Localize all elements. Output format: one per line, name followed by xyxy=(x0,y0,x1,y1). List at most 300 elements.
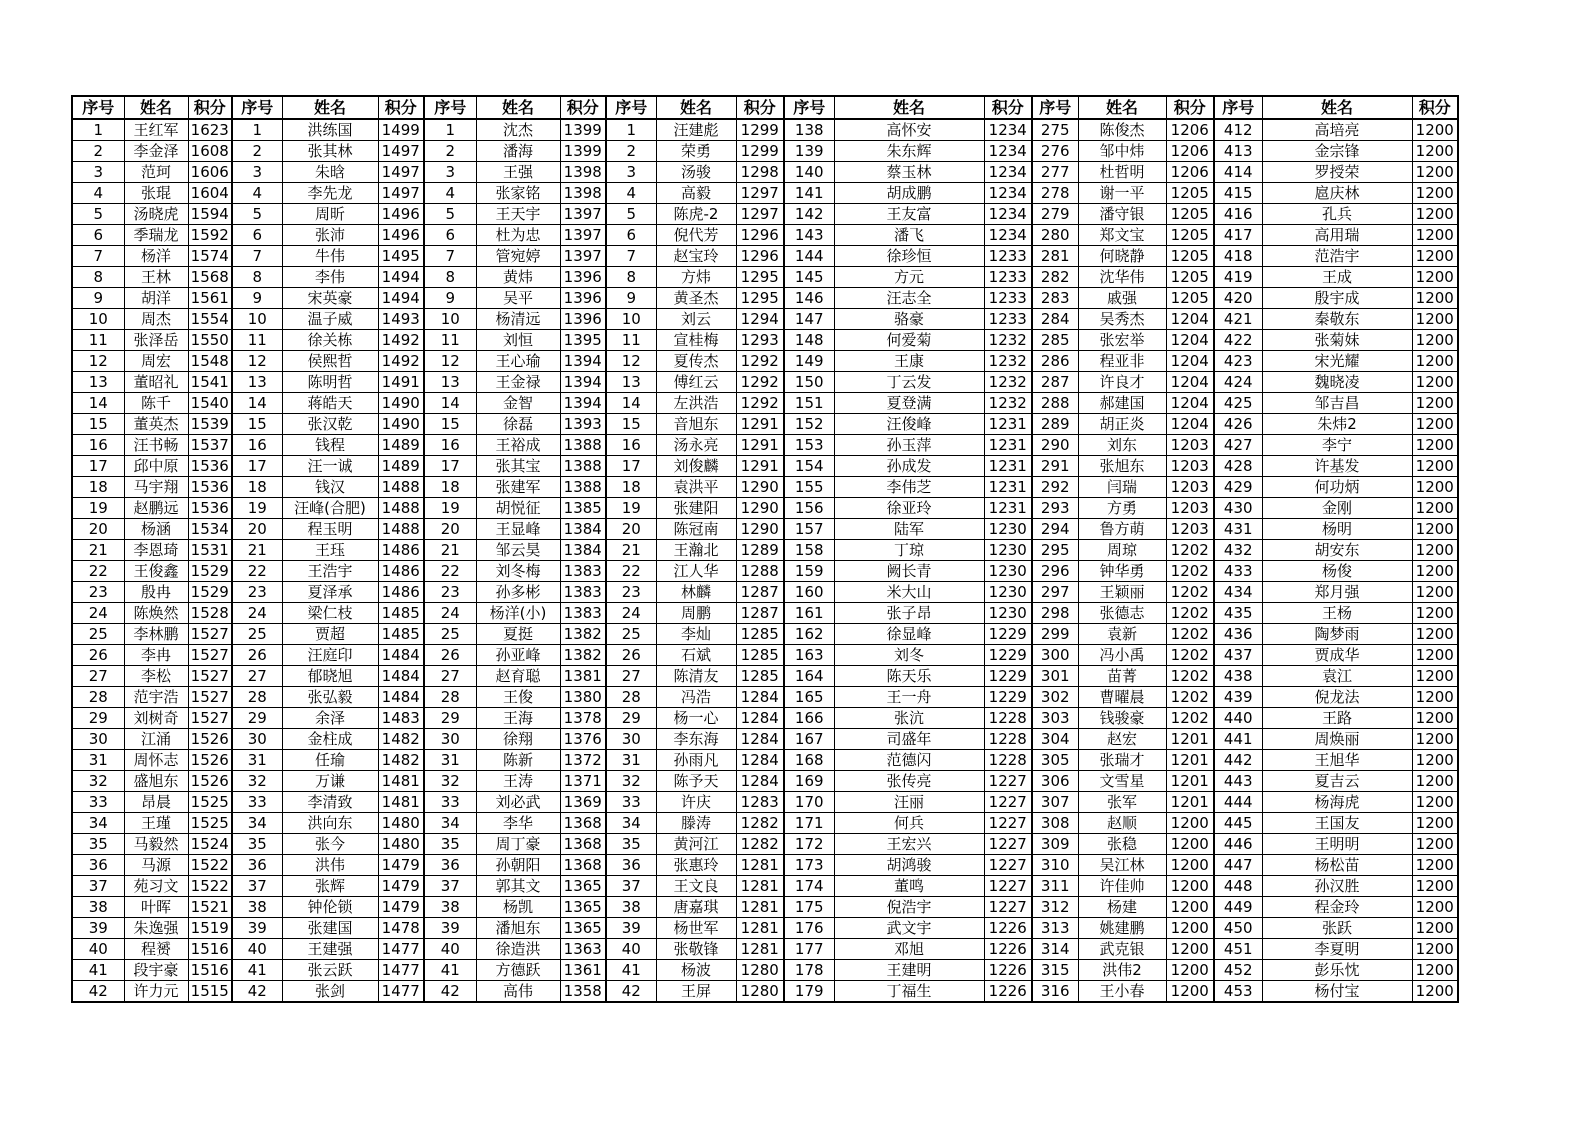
score-cell: 1376 xyxy=(560,729,606,750)
name-cell: 王海 xyxy=(476,708,560,729)
score-cell: 1230 xyxy=(984,540,1032,561)
score-cell: 1531 xyxy=(188,540,232,561)
name-cell: 杨俊 xyxy=(1262,561,1412,582)
rank-cell: 448 xyxy=(1214,876,1262,897)
rank-cell: 156 xyxy=(784,498,834,519)
rank-cell: 22 xyxy=(232,561,282,582)
score-cell: 1230 xyxy=(984,519,1032,540)
score-cell: 1394 xyxy=(560,372,606,393)
name-cell: 郝建国 xyxy=(1078,393,1166,414)
table-row xyxy=(72,729,1458,750)
header-rank-7: 序号 xyxy=(1214,96,1262,119)
name-cell: 张剑 xyxy=(282,981,378,1003)
name-cell: 徐珍恒 xyxy=(834,246,984,267)
rank-cell: 432 xyxy=(1214,540,1262,561)
score-cell: 1200 xyxy=(1166,960,1214,981)
name-cell: 范德闪 xyxy=(834,750,984,771)
rank-cell: 34 xyxy=(232,813,282,834)
table-row xyxy=(72,456,1458,477)
name-cell: 倪浩宇 xyxy=(834,897,984,918)
rank-cell: 22 xyxy=(424,561,476,582)
rank-cell: 8 xyxy=(606,267,656,288)
score-cell: 1200 xyxy=(1412,645,1458,666)
score-cell: 1200 xyxy=(1412,267,1458,288)
table-row xyxy=(72,288,1458,309)
name-cell: 丁福生 xyxy=(834,981,984,1003)
rank-cell: 296 xyxy=(1032,561,1078,582)
score-cell: 1200 xyxy=(1412,204,1458,225)
score-cell: 1200 xyxy=(1166,918,1214,939)
score-cell: 1288 xyxy=(736,561,784,582)
score-cell: 1227 xyxy=(984,897,1032,918)
score-cell: 1200 xyxy=(1412,498,1458,519)
score-cell: 1200 xyxy=(1412,119,1458,141)
score-cell: 1485 xyxy=(378,603,424,624)
score-cell: 1228 xyxy=(984,750,1032,771)
rank-cell: 166 xyxy=(784,708,834,729)
name-cell: 王珏 xyxy=(282,540,378,561)
score-cell: 1365 xyxy=(560,918,606,939)
name-cell: 高怀安 xyxy=(834,119,984,141)
table-row xyxy=(72,918,1458,939)
score-cell: 1200 xyxy=(1412,225,1458,246)
name-cell: 杨洋(小) xyxy=(476,603,560,624)
rank-cell: 18 xyxy=(424,477,476,498)
score-cell: 1233 xyxy=(984,309,1032,330)
rank-cell: 302 xyxy=(1032,687,1078,708)
rank-cell: 303 xyxy=(1032,708,1078,729)
score-cell: 1231 xyxy=(984,414,1032,435)
score-cell: 1486 xyxy=(378,561,424,582)
header-name-1: 姓名 xyxy=(124,96,188,119)
score-cell: 1228 xyxy=(984,729,1032,750)
score-cell: 1480 xyxy=(378,813,424,834)
name-cell: 李林鹏 xyxy=(124,624,188,645)
name-cell: 杨明 xyxy=(1262,519,1412,540)
rank-cell: 23 xyxy=(72,582,124,603)
score-cell: 1489 xyxy=(378,435,424,456)
rank-cell: 172 xyxy=(784,834,834,855)
score-cell: 1394 xyxy=(560,351,606,372)
name-cell: 金刚 xyxy=(1262,498,1412,519)
score-cell: 1200 xyxy=(1412,939,1458,960)
name-cell: 汤永亮 xyxy=(656,435,736,456)
score-cell: 1368 xyxy=(560,834,606,855)
header-name-6: 姓名 xyxy=(1078,96,1166,119)
name-cell: 董鸣 xyxy=(834,876,984,897)
name-cell: 武克银 xyxy=(1078,939,1166,960)
name-cell: 宋光耀 xyxy=(1262,351,1412,372)
rank-cell: 282 xyxy=(1032,267,1078,288)
name-cell: 钟华勇 xyxy=(1078,561,1166,582)
rank-cell: 152 xyxy=(784,414,834,435)
name-cell: 汪庭印 xyxy=(282,645,378,666)
rank-cell: 147 xyxy=(784,309,834,330)
name-cell: 鲁方萌 xyxy=(1078,519,1166,540)
name-cell: 何兵 xyxy=(834,813,984,834)
score-cell: 1296 xyxy=(736,246,784,267)
score-cell: 1527 xyxy=(188,645,232,666)
score-cell: 1206 xyxy=(1166,162,1214,183)
name-cell: 汤骏 xyxy=(656,162,736,183)
name-cell: 段宇豪 xyxy=(124,960,188,981)
score-cell: 1205 xyxy=(1166,267,1214,288)
name-cell: 王明明 xyxy=(1262,834,1412,855)
rank-cell: 158 xyxy=(784,540,834,561)
name-cell: 贾成华 xyxy=(1262,645,1412,666)
score-cell: 1488 xyxy=(378,498,424,519)
name-cell: 夏传杰 xyxy=(656,351,736,372)
score-cell: 1205 xyxy=(1166,204,1214,225)
rank-cell: 29 xyxy=(72,708,124,729)
rank-cell: 40 xyxy=(72,939,124,960)
name-cell: 余泽 xyxy=(282,708,378,729)
score-cell: 1540 xyxy=(188,393,232,414)
name-cell: 高毅 xyxy=(656,183,736,204)
name-cell: 陈明哲 xyxy=(282,372,378,393)
score-cell: 1200 xyxy=(1412,897,1458,918)
table-body xyxy=(72,119,1458,1002)
rank-cell: 9 xyxy=(606,288,656,309)
score-cell: 1488 xyxy=(378,519,424,540)
rank-cell: 38 xyxy=(232,897,282,918)
rank-cell: 275 xyxy=(1032,119,1078,141)
score-cell: 1479 xyxy=(378,897,424,918)
rank-cell: 31 xyxy=(606,750,656,771)
table-row xyxy=(72,435,1458,456)
rank-cell: 150 xyxy=(784,372,834,393)
score-cell: 1291 xyxy=(736,456,784,477)
score-cell: 1227 xyxy=(984,771,1032,792)
name-cell: 董昭礼 xyxy=(124,372,188,393)
table-row xyxy=(72,708,1458,729)
name-cell: 程金玲 xyxy=(1262,897,1412,918)
name-cell: 汪丽 xyxy=(834,792,984,813)
rank-cell: 415 xyxy=(1214,183,1262,204)
score-cell: 1363 xyxy=(560,939,606,960)
rank-cell: 453 xyxy=(1214,981,1262,1003)
rank-cell: 21 xyxy=(232,540,282,561)
name-cell: 王金禄 xyxy=(476,372,560,393)
rank-cell: 32 xyxy=(606,771,656,792)
rank-cell: 141 xyxy=(784,183,834,204)
score-cell: 1200 xyxy=(1166,813,1214,834)
score-cell: 1516 xyxy=(188,939,232,960)
name-cell: 汪建彪 xyxy=(656,119,736,141)
score-cell: 1200 xyxy=(1412,771,1458,792)
name-cell: 赵宝玲 xyxy=(656,246,736,267)
name-cell: 孙玉萍 xyxy=(834,435,984,456)
score-cell: 1230 xyxy=(984,561,1032,582)
score-cell: 1285 xyxy=(736,666,784,687)
rank-cell: 34 xyxy=(606,813,656,834)
rank-cell: 19 xyxy=(606,498,656,519)
name-cell: 曹曜晨 xyxy=(1078,687,1166,708)
score-cell: 1536 xyxy=(188,477,232,498)
score-cell: 1200 xyxy=(1412,708,1458,729)
rank-cell: 39 xyxy=(424,918,476,939)
score-cell: 1200 xyxy=(1166,834,1214,855)
rank-cell: 22 xyxy=(72,561,124,582)
score-cell: 1494 xyxy=(378,288,424,309)
name-cell: 昂晨 xyxy=(124,792,188,813)
name-cell: 许良才 xyxy=(1078,372,1166,393)
table-row xyxy=(72,939,1458,960)
score-cell: 1368 xyxy=(560,855,606,876)
rank-cell: 148 xyxy=(784,330,834,351)
score-cell: 1234 xyxy=(984,141,1032,162)
rank-cell: 289 xyxy=(1032,414,1078,435)
rank-cell: 450 xyxy=(1214,918,1262,939)
name-cell: 潘旭东 xyxy=(476,918,560,939)
score-cell: 1484 xyxy=(378,666,424,687)
rank-cell: 446 xyxy=(1214,834,1262,855)
header-name-2: 姓名 xyxy=(282,96,378,119)
rank-cell: 29 xyxy=(606,708,656,729)
table-row xyxy=(72,792,1458,813)
rank-cell: 15 xyxy=(72,414,124,435)
rank-cell: 33 xyxy=(606,792,656,813)
name-cell: 胡洋 xyxy=(124,288,188,309)
score-cell: 1384 xyxy=(560,519,606,540)
name-cell: 孙成发 xyxy=(834,456,984,477)
name-cell: 陈俊杰 xyxy=(1078,119,1166,141)
table-row xyxy=(72,204,1458,225)
name-cell: 王成 xyxy=(1262,267,1412,288)
rank-cell: 291 xyxy=(1032,456,1078,477)
score-cell: 1202 xyxy=(1166,708,1214,729)
name-cell: 李先龙 xyxy=(282,183,378,204)
name-cell: 张其林 xyxy=(282,141,378,162)
header-rank-6: 序号 xyxy=(1032,96,1078,119)
name-cell: 吴江林 xyxy=(1078,855,1166,876)
rank-cell: 159 xyxy=(784,561,834,582)
score-cell: 1290 xyxy=(736,477,784,498)
header-score-6: 积分 xyxy=(1166,96,1214,119)
score-cell: 1478 xyxy=(378,918,424,939)
score-cell: 1226 xyxy=(984,960,1032,981)
score-cell: 1496 xyxy=(378,204,424,225)
rank-cell: 10 xyxy=(424,309,476,330)
rank-cell: 422 xyxy=(1214,330,1262,351)
score-cell: 1200 xyxy=(1412,981,1458,1003)
name-cell: 管宛婷 xyxy=(476,246,560,267)
score-cell: 1231 xyxy=(984,435,1032,456)
score-cell: 1289 xyxy=(736,540,784,561)
name-cell: 梁仁枝 xyxy=(282,603,378,624)
rank-cell: 308 xyxy=(1032,813,1078,834)
name-cell: 张其宝 xyxy=(476,456,560,477)
name-cell: 张子昂 xyxy=(834,603,984,624)
rank-cell: 40 xyxy=(232,939,282,960)
score-cell: 1397 xyxy=(560,204,606,225)
score-cell: 1200 xyxy=(1412,876,1458,897)
score-cell: 1203 xyxy=(1166,519,1214,540)
score-cell: 1492 xyxy=(378,351,424,372)
rank-cell: 288 xyxy=(1032,393,1078,414)
score-cell: 1227 xyxy=(984,813,1032,834)
table-row xyxy=(72,687,1458,708)
name-cell: 刘冬 xyxy=(834,645,984,666)
name-cell: 钱骏豪 xyxy=(1078,708,1166,729)
score-cell: 1398 xyxy=(560,183,606,204)
rank-cell: 165 xyxy=(784,687,834,708)
name-cell: 张旭东 xyxy=(1078,456,1166,477)
rank-cell: 12 xyxy=(424,351,476,372)
rank-cell: 13 xyxy=(424,372,476,393)
name-cell: 张惠玲 xyxy=(656,855,736,876)
score-cell: 1384 xyxy=(560,540,606,561)
score-cell: 1486 xyxy=(378,582,424,603)
rank-cell: 436 xyxy=(1214,624,1262,645)
rank-cell: 27 xyxy=(606,666,656,687)
name-cell: 彭乐忱 xyxy=(1262,960,1412,981)
rank-cell: 8 xyxy=(232,267,282,288)
rank-cell: 421 xyxy=(1214,309,1262,330)
rank-cell: 290 xyxy=(1032,435,1078,456)
score-cell: 1200 xyxy=(1412,918,1458,939)
name-cell: 杨涵 xyxy=(124,519,188,540)
score-cell: 1291 xyxy=(736,414,784,435)
name-cell: 蒋皓天 xyxy=(282,393,378,414)
rank-cell: 420 xyxy=(1214,288,1262,309)
name-cell: 扈庆林 xyxy=(1262,183,1412,204)
name-cell: 王涛 xyxy=(476,771,560,792)
score-cell: 1299 xyxy=(736,141,784,162)
score-cell: 1528 xyxy=(188,603,232,624)
rank-cell: 4 xyxy=(606,183,656,204)
name-cell: 周怀志 xyxy=(124,750,188,771)
name-cell: 李松 xyxy=(124,666,188,687)
score-cell: 1200 xyxy=(1412,813,1458,834)
rank-cell: 42 xyxy=(232,981,282,1003)
score-cell: 1233 xyxy=(984,246,1032,267)
score-cell: 1536 xyxy=(188,498,232,519)
score-cell: 1493 xyxy=(378,309,424,330)
score-cell: 1229 xyxy=(984,687,1032,708)
name-cell: 邹吉昌 xyxy=(1262,393,1412,414)
rank-cell: 6 xyxy=(424,225,476,246)
name-cell: 音旭东 xyxy=(656,414,736,435)
score-cell: 1383 xyxy=(560,582,606,603)
rank-cell: 168 xyxy=(784,750,834,771)
score-cell: 1280 xyxy=(736,981,784,1003)
rank-cell: 435 xyxy=(1214,603,1262,624)
rank-cell: 419 xyxy=(1214,267,1262,288)
name-cell: 荣勇 xyxy=(656,141,736,162)
rank-cell: 14 xyxy=(72,393,124,414)
rank-cell: 36 xyxy=(606,855,656,876)
name-cell: 刘俊麟 xyxy=(656,456,736,477)
score-cell: 1394 xyxy=(560,393,606,414)
rank-cell: 19 xyxy=(72,498,124,519)
name-cell: 刘恒 xyxy=(476,330,560,351)
score-cell: 1281 xyxy=(736,876,784,897)
name-cell: 赵顺 xyxy=(1078,813,1166,834)
score-cell: 1480 xyxy=(378,834,424,855)
rank-cell: 443 xyxy=(1214,771,1262,792)
rank-cell: 277 xyxy=(1032,162,1078,183)
score-cell: 1525 xyxy=(188,792,232,813)
score-cell: 1281 xyxy=(736,897,784,918)
name-cell: 方勇 xyxy=(1078,498,1166,519)
rank-cell: 33 xyxy=(232,792,282,813)
score-cell: 1486 xyxy=(378,540,424,561)
name-cell: 朱逸强 xyxy=(124,918,188,939)
name-cell: 蔡玉林 xyxy=(834,162,984,183)
name-cell: 沈杰 xyxy=(476,119,560,141)
rank-cell: 8 xyxy=(72,267,124,288)
rank-cell: 28 xyxy=(72,687,124,708)
name-cell: 范宇浩 xyxy=(124,687,188,708)
rank-cell: 3 xyxy=(72,162,124,183)
rank-cell: 412 xyxy=(1214,119,1262,141)
rank-cell: 40 xyxy=(606,939,656,960)
rank-cell: 26 xyxy=(232,645,282,666)
rank-cell: 425 xyxy=(1214,393,1262,414)
ranking-table xyxy=(71,95,1459,1003)
rank-cell: 35 xyxy=(232,834,282,855)
header-name-7: 姓名 xyxy=(1262,96,1412,119)
score-cell: 1292 xyxy=(736,351,784,372)
rank-cell: 292 xyxy=(1032,477,1078,498)
name-cell: 文雪星 xyxy=(1078,771,1166,792)
rank-cell: 5 xyxy=(424,204,476,225)
name-cell: 马宇翔 xyxy=(124,477,188,498)
header-score-2: 积分 xyxy=(378,96,424,119)
score-cell: 1232 xyxy=(984,351,1032,372)
rank-cell: 153 xyxy=(784,435,834,456)
score-cell: 1200 xyxy=(1166,897,1214,918)
score-cell: 1298 xyxy=(736,162,784,183)
score-cell: 1526 xyxy=(188,771,232,792)
table-row xyxy=(72,981,1458,1003)
score-cell: 1232 xyxy=(984,393,1032,414)
score-cell: 1282 xyxy=(736,834,784,855)
rank-cell: 28 xyxy=(606,687,656,708)
name-cell: 王小春 xyxy=(1078,981,1166,1003)
rank-cell: 3 xyxy=(606,162,656,183)
rank-cell: 40 xyxy=(424,939,476,960)
score-cell: 1200 xyxy=(1412,351,1458,372)
score-cell: 1202 xyxy=(1166,666,1214,687)
name-cell: 戚强 xyxy=(1078,288,1166,309)
rank-cell: 34 xyxy=(424,813,476,834)
name-cell: 许佳帅 xyxy=(1078,876,1166,897)
rank-cell: 33 xyxy=(72,792,124,813)
rank-cell: 414 xyxy=(1214,162,1262,183)
rank-cell: 41 xyxy=(232,960,282,981)
score-cell: 1527 xyxy=(188,624,232,645)
score-cell: 1234 xyxy=(984,162,1032,183)
table-row xyxy=(72,855,1458,876)
name-cell: 汪峰(合肥) xyxy=(282,498,378,519)
table-row xyxy=(72,876,1458,897)
name-cell: 赵鹏远 xyxy=(124,498,188,519)
score-cell: 1205 xyxy=(1166,183,1214,204)
name-cell: 陈予天 xyxy=(656,771,736,792)
score-cell: 1284 xyxy=(736,708,784,729)
rank-cell: 439 xyxy=(1214,687,1262,708)
rank-cell: 27 xyxy=(232,666,282,687)
name-cell: 王颖丽 xyxy=(1078,582,1166,603)
score-cell: 1200 xyxy=(1412,141,1458,162)
table-row xyxy=(72,897,1458,918)
table-row xyxy=(72,603,1458,624)
score-cell: 1284 xyxy=(736,771,784,792)
rank-cell: 30 xyxy=(232,729,282,750)
rank-cell: 20 xyxy=(232,519,282,540)
